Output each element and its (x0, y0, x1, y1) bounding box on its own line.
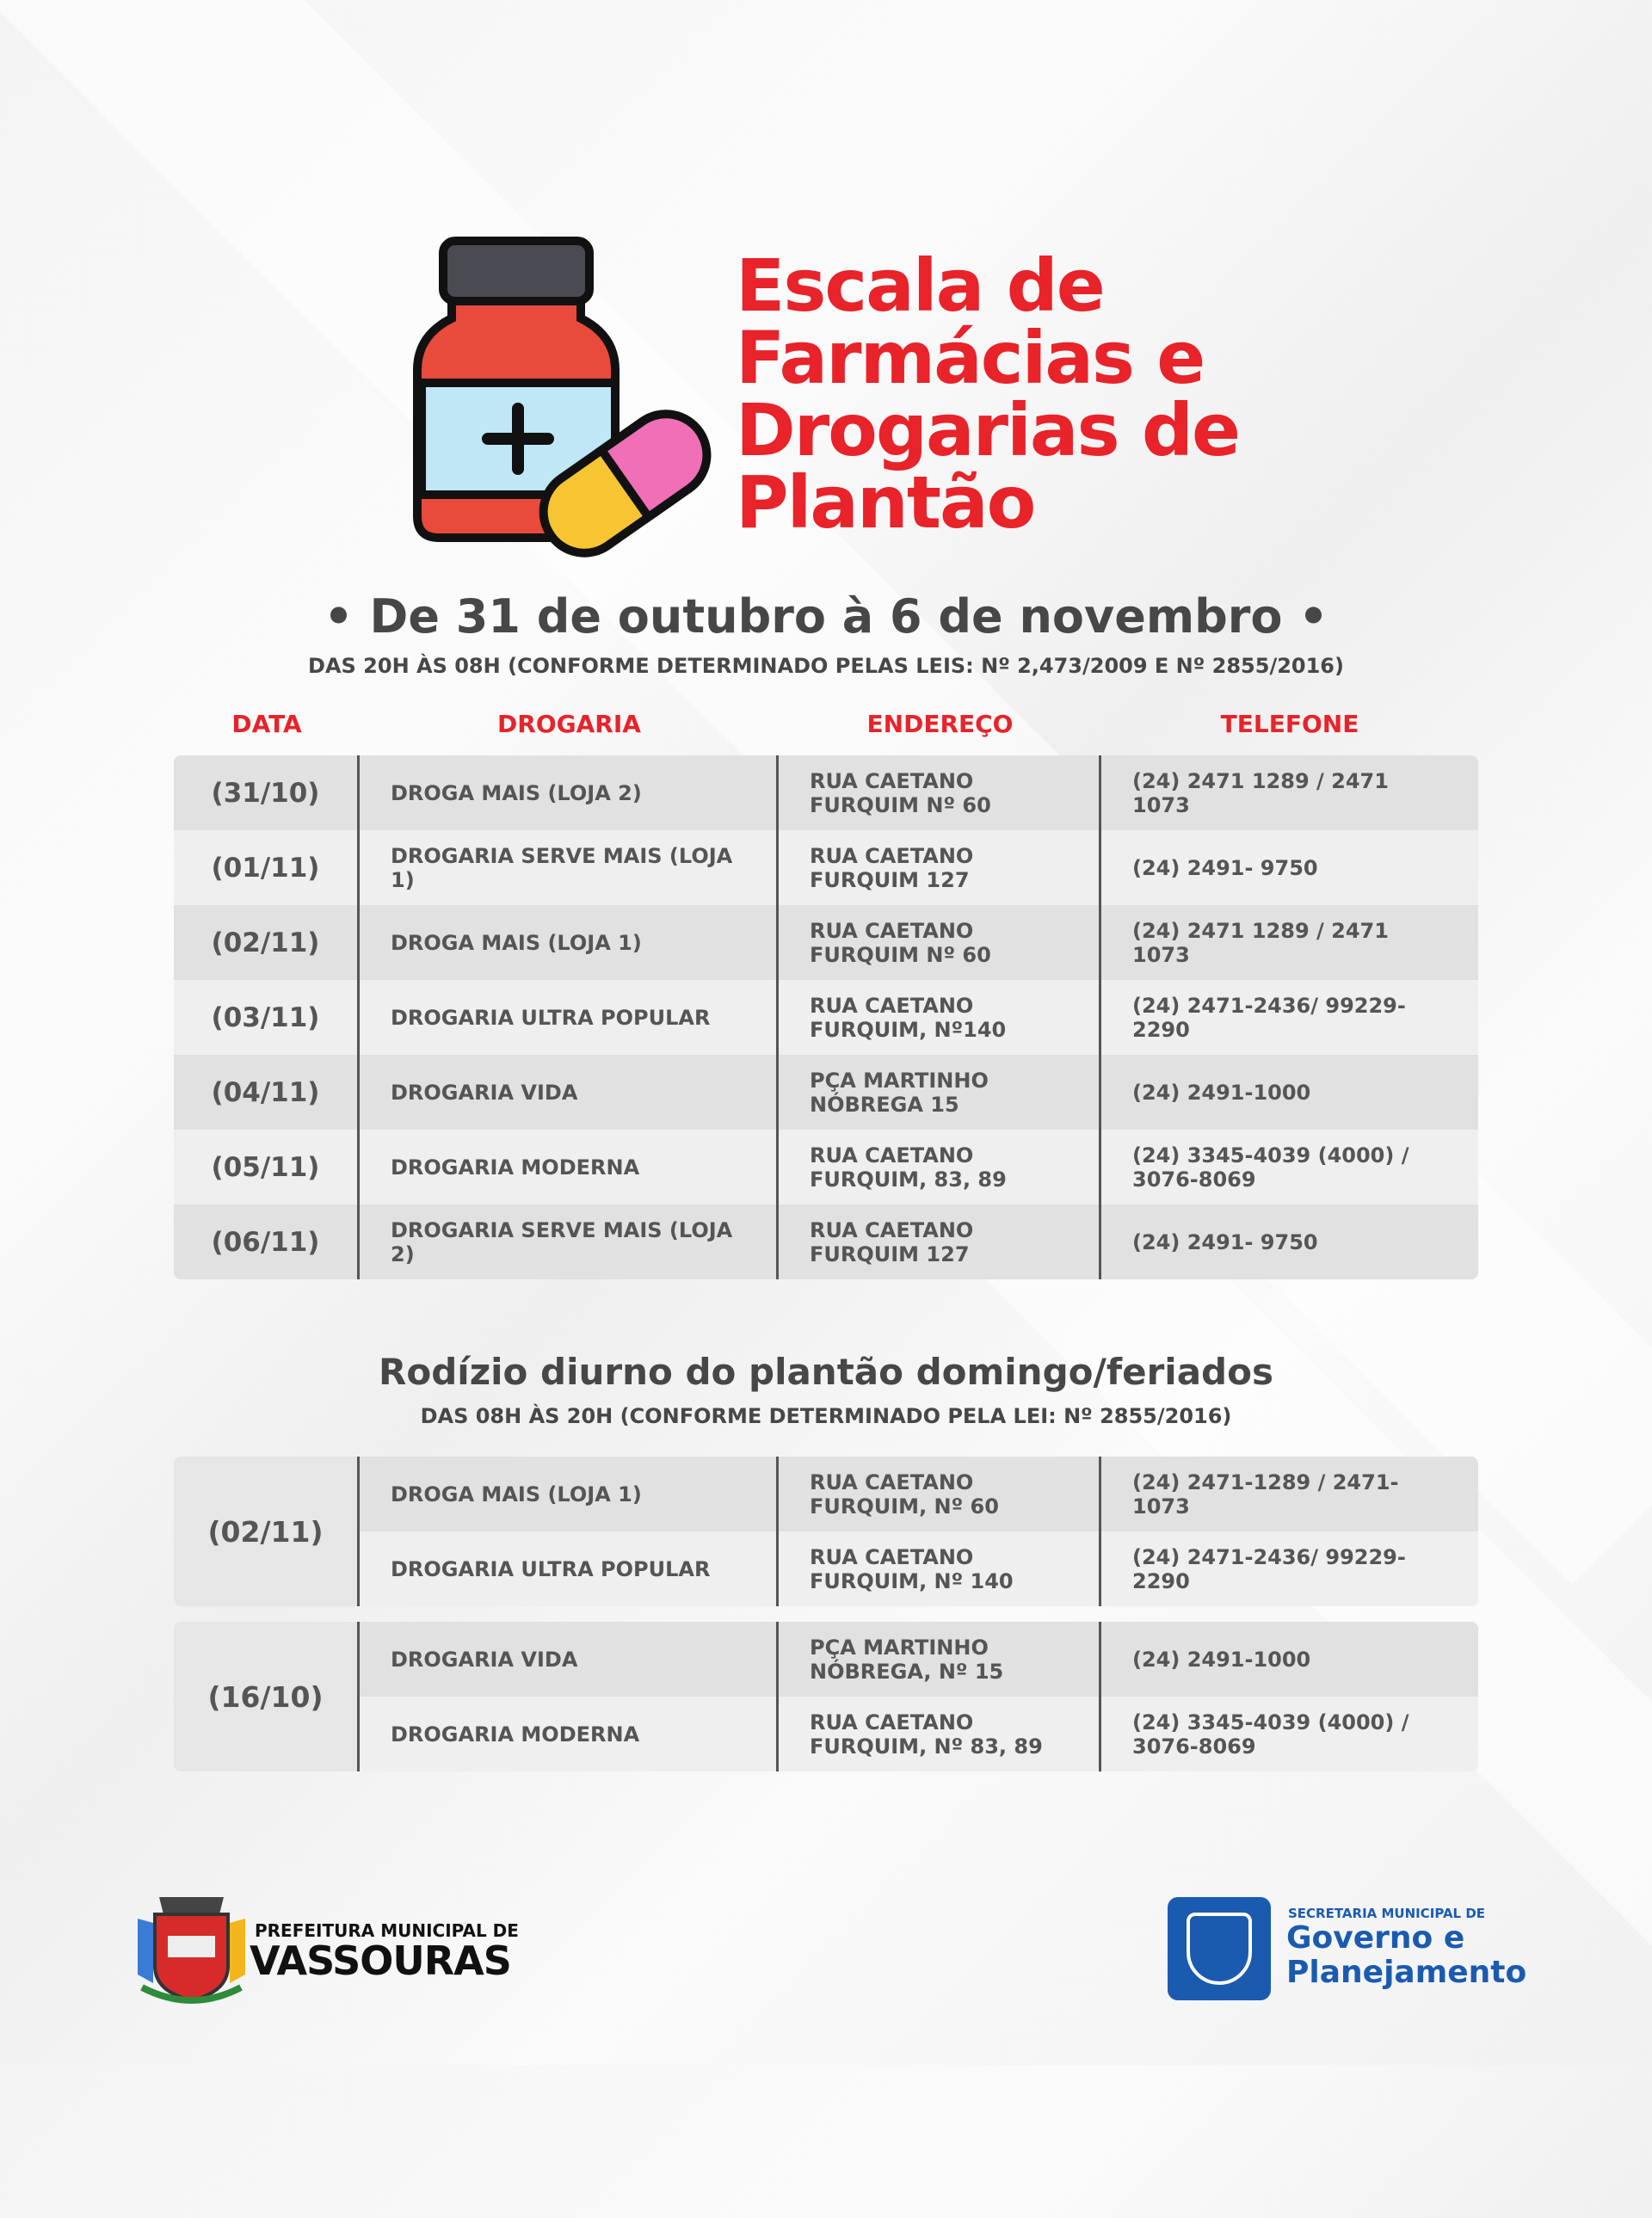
pharmacy-cell: DROGARIA ULTRA POPULAR (360, 980, 779, 1055)
phone-cell: (24) 2471 1289 / 2471 1073 (1132, 768, 1389, 817)
address-cell: RUA CAETANO FURQUIM Nº 60 (779, 755, 1101, 830)
header-data: DATA (231, 710, 302, 738)
address-cell: RUA CAETANO FURQUIM, 83, 89 (779, 1130, 1101, 1204)
address-cell: PÇA MARTINHO NÓBREGA 15 (779, 1055, 1101, 1130)
date-cell: (06/11) (174, 1204, 360, 1279)
pharmacy-cell: DROGARIA SERVE MAIS (LOJA 1) (360, 830, 779, 905)
footer-left-big: VASSOURAS (250, 1938, 511, 1984)
table-row (360, 1697, 1478, 1771)
header-telefone: TELEFONE (1220, 710, 1359, 738)
phone-cell: (24) 3345-4039 (4000) / 3076-8069 (1132, 1710, 1409, 1759)
address-cell: RUA CAETANO FURQUIM 127 (779, 1204, 1101, 1279)
date-cell: (31/10) (174, 755, 360, 830)
date-cell: (02/11) (174, 905, 360, 980)
title-line: Plantão (736, 460, 1035, 545)
phone-cell: (24) 2491-1000 (1132, 1647, 1311, 1672)
rodizio-heading: Rodízio diurno do plantão domingo/feriados (379, 1351, 1273, 1393)
pharmacy-cell: DROGARIA MODERNA (360, 1130, 779, 1204)
vassouras-coat-of-arms-logo (133, 1884, 250, 2013)
period-note: DAS 20H ÀS 08H (CONFORME DETERMINADO PELAS LEIS: Nº 2,473/2009 E Nº 2855/2016) (308, 654, 1344, 678)
pharmacy-cell: DROGARIA SERVE MAIS (LOJA 2) (360, 1204, 779, 1279)
address-cell: RUA CAETANO FURQUIM, Nº 60 (779, 1457, 1101, 1531)
period-heading: • De 31 de outubro à 6 de novembro • (324, 589, 1328, 644)
footer-right-small: SECRETARIA MUNICIPAL DE (1288, 1906, 1486, 1921)
date-cell: (04/11) (174, 1055, 360, 1130)
pharmacy-cell: DROGARIA MODERNA (360, 1697, 779, 1771)
rodizio-group-table (174, 1622, 1478, 1771)
group-date-cell: (02/11) (174, 1457, 360, 1606)
table-row (174, 980, 1478, 1055)
phone-cell: (24) 2491- 9750 (1132, 855, 1318, 880)
phone-cell: (24) 2491- 9750 (1132, 1229, 1318, 1254)
footer-left-small: PREFEITURA MUNICIPAL DE (255, 1920, 519, 1941)
phone-cell: (24) 2471-1289 / 2471-1073 (1132, 1469, 1399, 1519)
table-row (174, 1204, 1478, 1279)
phone-cell: (24) 2491-1000 (1132, 1080, 1311, 1105)
date-cell: (05/11) (174, 1130, 360, 1204)
table-row (174, 1130, 1478, 1204)
address-cell: RUA CAETANO FURQUIM, Nº 140 (779, 1531, 1101, 1606)
table-row (174, 905, 1478, 980)
address-cell: RUA CAETANO FURQUIM, Nº140 (779, 980, 1101, 1055)
title-line: Escala de (736, 243, 1104, 328)
table-row (360, 1622, 1478, 1697)
table-row (174, 830, 1478, 905)
title-line: Drogarias de (736, 388, 1239, 472)
footer-right-line: Governo e (1286, 1920, 1465, 1956)
table-row (360, 1531, 1478, 1606)
phone-cell: (24) 3345-4039 (4000) / 3076-8069 (1132, 1143, 1409, 1192)
governo-seal-logo (1168, 1897, 1271, 2000)
title-line: Farmácias e (736, 316, 1205, 400)
pharmacy-cell: DROGA MAIS (LOJA 2) (360, 755, 779, 830)
pharmacy-cell: DROGARIA ULTRA POPULAR (360, 1531, 779, 1606)
group-date-cell: (16/10) (174, 1622, 360, 1771)
header-endereco: ENDEREÇO (866, 710, 1014, 738)
header-drogaria: DROGARIA (497, 710, 641, 738)
page-title (736, 243, 1239, 545)
table-row (174, 755, 1478, 830)
table-row (174, 1055, 1478, 1130)
date-cell: (01/11) (174, 830, 360, 905)
phone-cell: (24) 2471-2436/ 99229-2290 (1132, 993, 1406, 1042)
footer-right-line: Planejamento (1286, 1955, 1527, 1990)
pharmacy-cell: DROGA MAIS (LOJA 1) (360, 1457, 779, 1531)
schedule-table (174, 755, 1478, 1279)
phone-cell: (24) 2471 1289 / 2471 1073 (1132, 918, 1389, 967)
pharmacy-cell: DROGARIA VIDA (360, 1055, 779, 1130)
rodizio-group-table (174, 1457, 1478, 1606)
table-row (360, 1457, 1478, 1531)
medicine-bottle-pill-icon (404, 232, 714, 559)
phone-cell: (24) 2471-2436/ 99229-2290 (1132, 1544, 1406, 1593)
pharmacy-cell: DROGARIA VIDA (360, 1622, 779, 1697)
address-cell: RUA CAETANO FURQUIM, Nº 83, 89 (779, 1697, 1101, 1771)
address-cell: PÇA MARTINHO NÓBREGA, Nº 15 (779, 1622, 1101, 1697)
address-cell: RUA CAETANO FURQUIM 127 (779, 830, 1101, 905)
footer-right-big (1286, 1921, 1526, 1990)
date-cell: (03/11) (174, 980, 360, 1055)
pharmacy-cell: DROGA MAIS (LOJA 1) (360, 905, 779, 980)
rodizio-note: DAS 08H ÀS 20H (CONFORME DETERMINADO PELA LEI: Nº 2855/2016) (420, 1404, 1232, 1428)
address-cell: RUA CAETANO FURQUIM Nº 60 (779, 905, 1101, 980)
